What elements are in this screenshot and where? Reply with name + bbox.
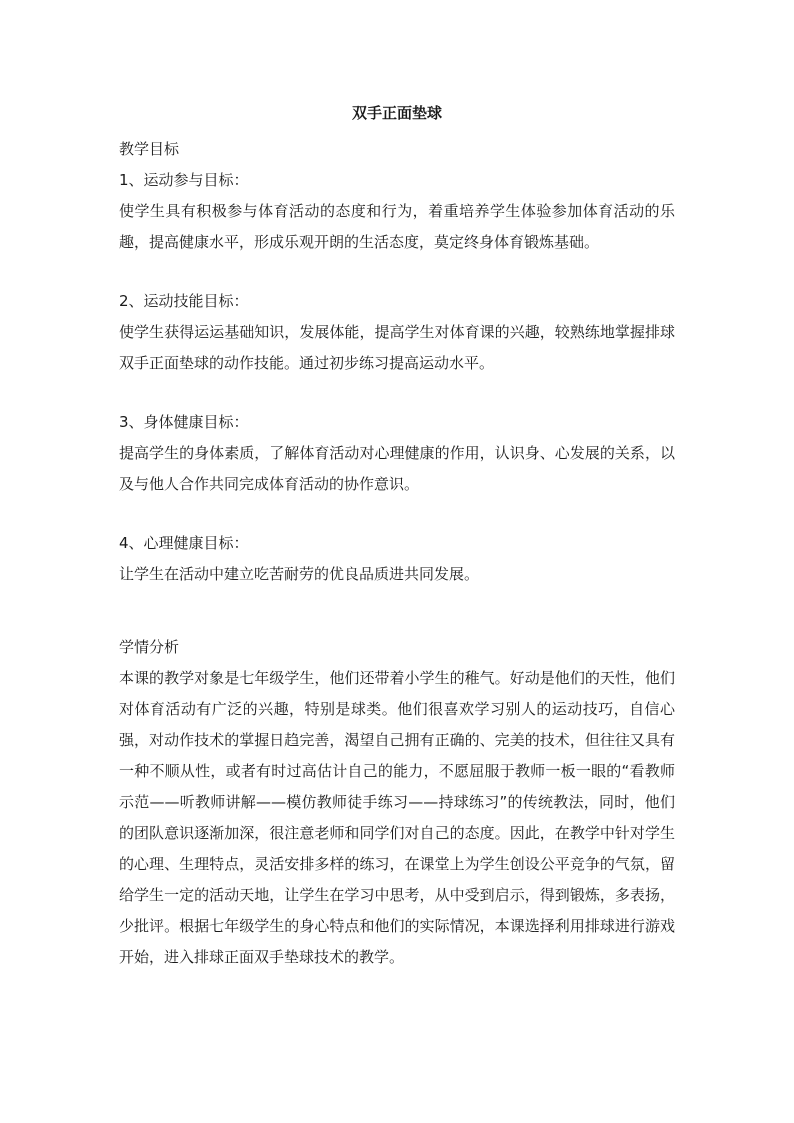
- goal-text: 使学生获得运运基础知识，发展体能，提高学生对体育课的兴趣，较熟练地掌握排球双手正面垫球的动作技能。通过初步练习提高运动水平。: [119, 323, 675, 372]
- spacer: [119, 258, 675, 286]
- spacer: [119, 500, 675, 528]
- goal-text: 让学生在活动中建立吃苦耐劳的优良品质进共同发展。: [119, 565, 480, 583]
- student-analysis-text: 本课的教学对象是七年级学生，他们还带着小学生的稚气。好动是他们的天性，他们对体育活动有广泛的兴趣，特别是球类。他们很喜欢学习别人的运动技巧，自信心强，对动作技术的掌握日趋完善，渴望自己拥有正确的、完美的技术，但往往又具有一种不顺从性，或者有时过高估计自己的能力，不愿屈服于教师一板一眼的“看教师示范——听教师讲解——模仿教师徒手练习——持球练习”的传统教法，同时，他们的团队意识逐渐加深，很注意老师和同学们对自己的态度。因此，在教学中针对学生的心理、生理特点，灵活安排多样的练习，在课堂上为学生创设公平竞争的气氛，留给学生一定的活动天地，让学生在学习中思考，从中受到启示，得到锻炼，多表扬，少批评。根据七年级学生的身心特点和他们的实际情况，本课选择利用排球进行游戏开始，进入排球正面双手垫球技术的教学。: [119, 669, 675, 966]
- spacer: [119, 590, 675, 632]
- section-heading-teaching-goals: 教学目标: [119, 140, 180, 158]
- goal-label: 1、运动参与目标：: [119, 171, 249, 189]
- goal-text: 使学生具有积极参与体育活动的态度和行为，着重培养学生体验参加体育活动的乐趣，提高健康水平，形成乐观开朗的生活态度，莫定终身体育锻炼基础。: [119, 202, 675, 251]
- spacer: [119, 379, 675, 407]
- goal-item-2: [119, 286, 675, 379]
- section-heading-student-analysis: 学情分析: [119, 638, 180, 656]
- goal-label: 4、心理健康目标：: [119, 534, 249, 552]
- goal-item-3: [119, 407, 675, 500]
- goal-item-1: [119, 165, 675, 258]
- goal-label: 3、身体健康目标：: [119, 413, 249, 431]
- goal-text: 提高学生的身体素质，了解体育活动对心理健康的作用，认识身、心发展的关系，以及与他人合作共同完成体育活动的协作意识。: [119, 444, 675, 493]
- document-title: 双手正面垫球: [351, 104, 442, 122]
- goal-item-4: [119, 528, 675, 590]
- goal-label: 2、运动技能目标：: [119, 292, 249, 310]
- document-body: [119, 100, 675, 973]
